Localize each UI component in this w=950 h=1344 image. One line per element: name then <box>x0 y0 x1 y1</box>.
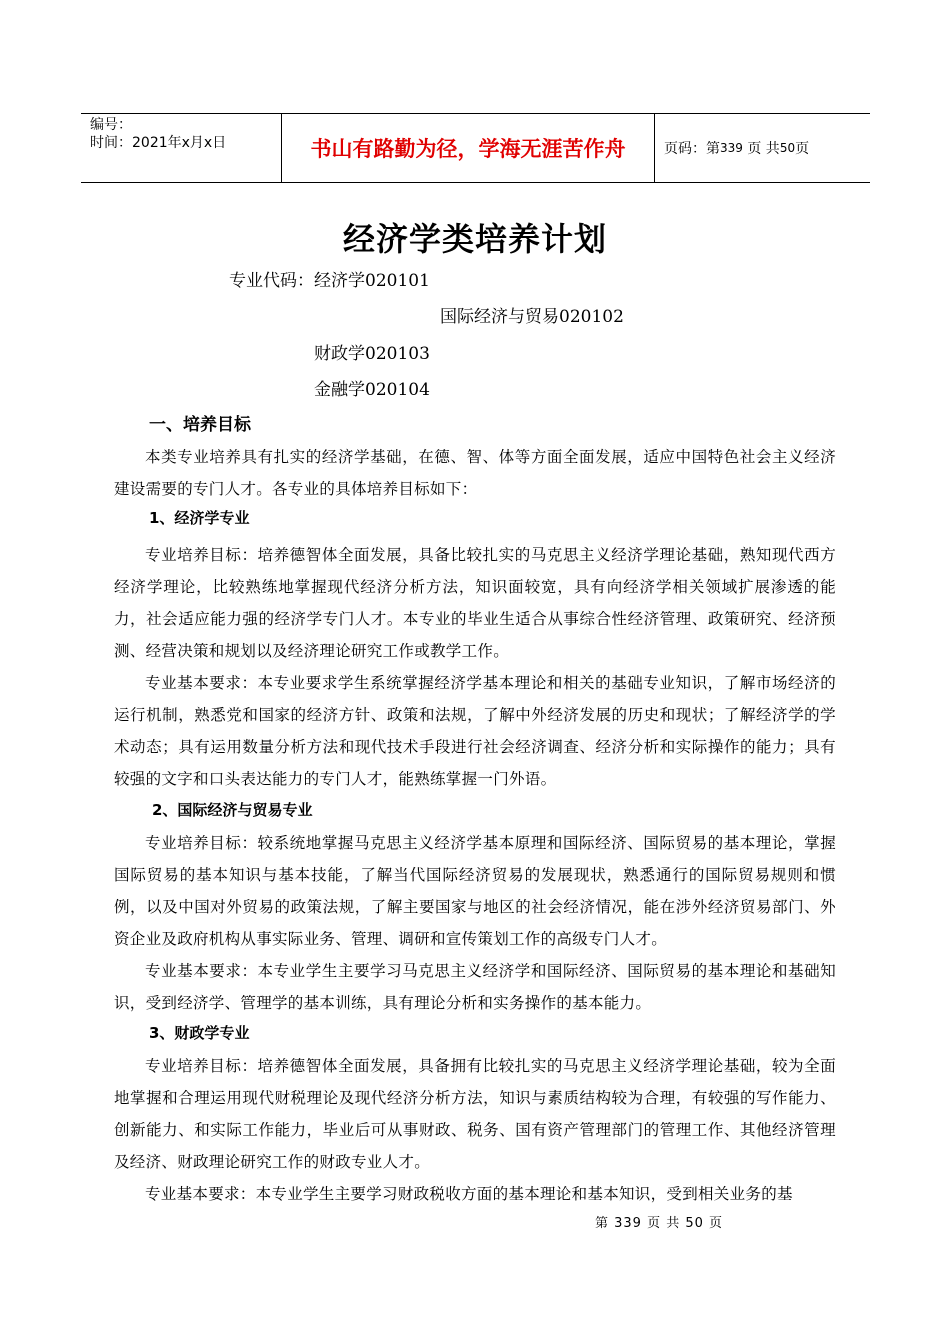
code-line-2: 国际经济与贸易020102 <box>440 307 624 327</box>
major3-requirements: 专业基本要求：本专业学生主要学习财政税收方面的基本理论和基本知识，受到相关业务的基 <box>145 1185 793 1203</box>
intro-paragraph: 本类专业培养具有扎实的经济学基础，在德、智、体等方面全面发展，适应中国特色社会主义经济建设需要的专门人才。各专业的具体培养目标如下： <box>114 448 836 498</box>
major3-heading: 3、财政学专业 <box>149 1024 250 1042</box>
major3-goal: 专业培养目标：培养德智体全面发展，具备拥有比较扎实的马克思主义经济学理论基础，较为全面地掌握和合理运用现代财税理论及现代经济分析方法，知识与素质结构较为合理，有较强的写作能力、创新能力、和实际工作能力，毕业后可从事财政、税务、国有资产管理部门的管理工作、其他经济管理及经济、财政理论研究工作的财政专业人才。 <box>114 1057 836 1171</box>
code-line-3: 财政学020103 <box>314 344 430 364</box>
header-meta <box>81 114 281 182</box>
page-mid: 页 共 <box>747 141 780 157</box>
document-header <box>81 113 870 183</box>
page-title: 经济学类培养计划 <box>342 220 607 258</box>
date-label: 时间：2021年x月x日 <box>90 135 227 151</box>
number-label: 编号： <box>90 117 132 133</box>
major1-heading: 1、经济学专业 <box>149 509 250 527</box>
header-motto: 书山有路勤为径，学海无涯苦作舟 <box>281 114 655 182</box>
major1-goal: 专业培养目标：培养德智体全面发展，具备比较扎实的马克思主义经济学理论基础，熟知现代西方经济学理论，比较熟练地掌握现代经济分析方法，知识面较宽，具有向经济学相关领域扩展渗透的能力，社会适应能力强的经济学专门人才。本专业的毕业生适合从事综合性经济管理、政策研究、经济预测、经营决策和规划以及经济理论研究工作或教学工作。 <box>114 546 836 660</box>
code-line-4: 金融学020104 <box>314 380 430 400</box>
page-total: 50 <box>779 141 796 155</box>
page-suffix: 页 <box>795 141 810 157</box>
page-current: 339 <box>720 141 743 155</box>
major2-heading: 2、国际经济与贸易专业 <box>152 801 313 819</box>
major2-goal: 专业培养目标：较系统地掌握马克思主义经济学基本原理和国际经济、国际贸易的基本理论，掌握国际贸易的基本知识与基本技能，了解当代国际经济贸易的发展现状，熟悉通行的国际贸易规则和惯例，以及中国对外贸易的政策法规，了解主要国家与地区的社会经济情况，能在涉外经济贸易部门、外资企业及政府机构从事实际业务、管理、调研和宣传策划工作的高级专门人才。 <box>114 834 836 948</box>
header-page-info <box>655 114 870 182</box>
major1-requirements: 专业基本要求：本专业要求学生系统掌握经济学基本理论和相关的基础专业知识，了解市场经济的运行机制，熟悉党和国家的经济方针、政策和法规，了解中外经济发展的历史和现状；了解经济学的学术动态；具有运用数量分析方法和现代技术手段进行社会经济调查、经济分析和实际操作的能力；具有较强的文字和口头表达能力的专门人才，能熟练掌握一门外语。 <box>114 674 836 788</box>
code-line-1: 专业代码：经济学020101 <box>229 271 430 291</box>
major2-requirements: 专业基本要求：本专业学生主要学习马克思主义经济学和国际经济、国际贸易的基本理论和基础知识，受到经济学、管理学的基本训练，具有理论分析和实务操作的基本能力。 <box>114 962 836 1012</box>
page-prefix: 页码：第 <box>664 141 720 157</box>
page-footer: 第 339 页 共 50 页 <box>595 1216 724 1231</box>
section-heading: 一、培养目标 <box>149 415 251 435</box>
